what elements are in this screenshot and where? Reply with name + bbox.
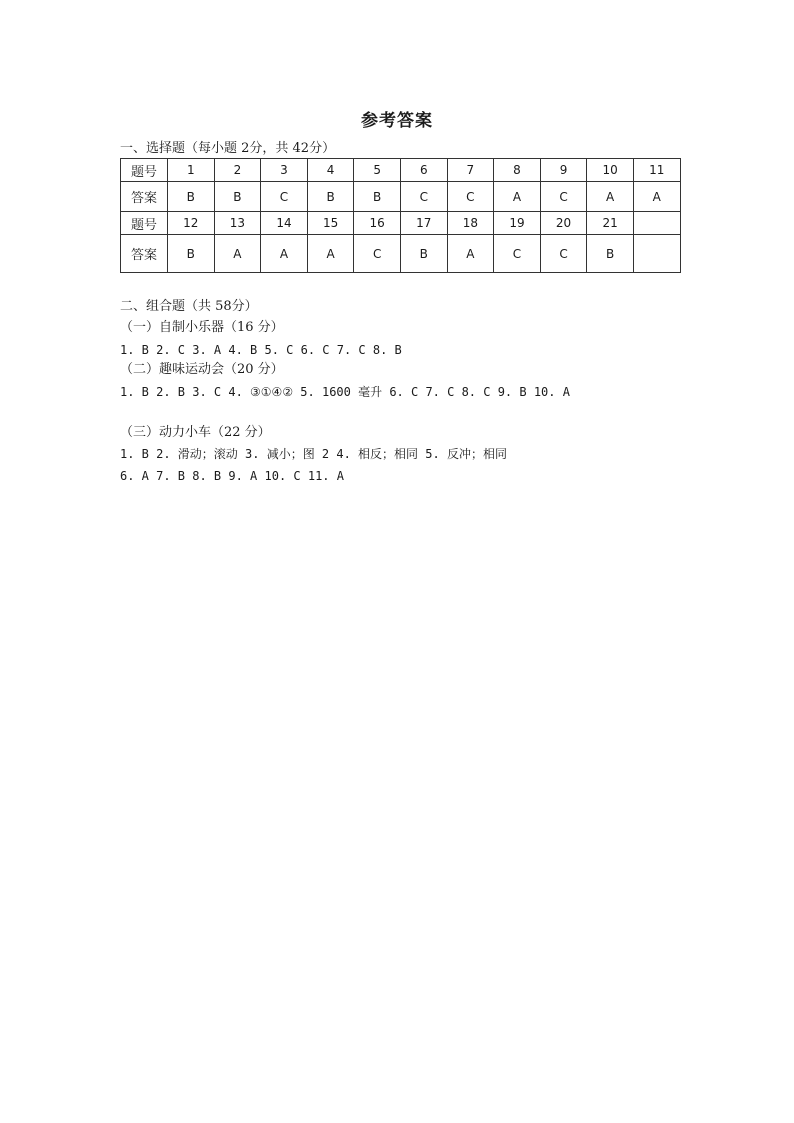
table-cell: C (400, 182, 447, 212)
section-heading-choice: 一、选择题（每小题 2分，共 42分） (120, 141, 336, 156)
table-cell: 1 (168, 159, 215, 182)
row-header-cell: 答案 (121, 235, 168, 273)
table-cell: C (540, 182, 587, 212)
part-answers-car-line1: 1. B 2. 滑动；滚动 3. 减小；图 2 4. 相反；相同 5. 反冲；相同 (120, 447, 507, 461)
table-cell: A (494, 182, 541, 212)
table-cell: 21 (587, 212, 634, 235)
table-cell: A (214, 235, 261, 273)
table-cell: C (494, 235, 541, 273)
table-cell: 10 (587, 159, 634, 182)
row-header-cell: 题号 (121, 212, 168, 235)
table-cell: 19 (494, 212, 541, 235)
table-cell: 3 (261, 159, 308, 182)
table-row (121, 159, 681, 182)
table-cell: C (447, 182, 494, 212)
table-cell: 17 (400, 212, 447, 235)
table-cell: 5 (354, 159, 401, 182)
table-cell: B (168, 235, 215, 273)
table-row (121, 235, 681, 273)
part-answers-sports: 1. B 2. B 3. C 4. ③①④② 5. 1600 毫升 6. C 7. C 8. C 9. B 10. A (120, 385, 570, 399)
table-cell: B (587, 235, 634, 273)
table-cell: 2 (214, 159, 261, 182)
table-cell: A (633, 182, 680, 212)
table-cell (633, 235, 680, 273)
table-cell: 11 (633, 159, 680, 182)
row-header-cell: 题号 (121, 159, 168, 182)
table-cell: B (307, 182, 354, 212)
row-header-cell: 答案 (121, 182, 168, 212)
table-cell: 15 (307, 212, 354, 235)
table-cell: 14 (261, 212, 308, 235)
section-heading-combined: 二、组合题（共 58分） (120, 299, 258, 314)
table-cell: B (168, 182, 215, 212)
table-cell: B (354, 182, 401, 212)
table-cell: 18 (447, 212, 494, 235)
table-row (121, 182, 681, 212)
table-cell (633, 212, 680, 235)
part-answers-instrument: 1. B 2. C 3. A 4. B 5. C 6. C 7. C 8. B (120, 343, 402, 357)
table-cell: A (307, 235, 354, 273)
table-cell: A (447, 235, 494, 273)
table-cell: C (354, 235, 401, 273)
table-cell: 20 (540, 212, 587, 235)
table-cell: B (214, 182, 261, 212)
table-cell: C (540, 235, 587, 273)
table-cell: 4 (307, 159, 354, 182)
table-cell: 9 (540, 159, 587, 182)
table-cell: 16 (354, 212, 401, 235)
table-row (121, 212, 681, 235)
table-cell: 13 (214, 212, 261, 235)
table-cell: 8 (494, 159, 541, 182)
table-cell: A (261, 235, 308, 273)
part-answers-car-line2: 6. A 7. B 8. B 9. A 10. C 11. A (120, 469, 344, 483)
answer-table (120, 158, 681, 273)
table-cell: A (587, 182, 634, 212)
part-heading-instrument: （一）自制小乐器（16 分） (120, 320, 284, 335)
page-title: 参考答案 (361, 111, 433, 131)
table-cell: C (261, 182, 308, 212)
table-cell: B (400, 235, 447, 273)
part-heading-sports: （二）趣味运动会（20 分） (120, 362, 284, 377)
table-cell: 12 (168, 212, 215, 235)
table-cell: 7 (447, 159, 494, 182)
table-cell: 6 (400, 159, 447, 182)
part-heading-car: （三）动力小车（22 分） (120, 425, 271, 440)
